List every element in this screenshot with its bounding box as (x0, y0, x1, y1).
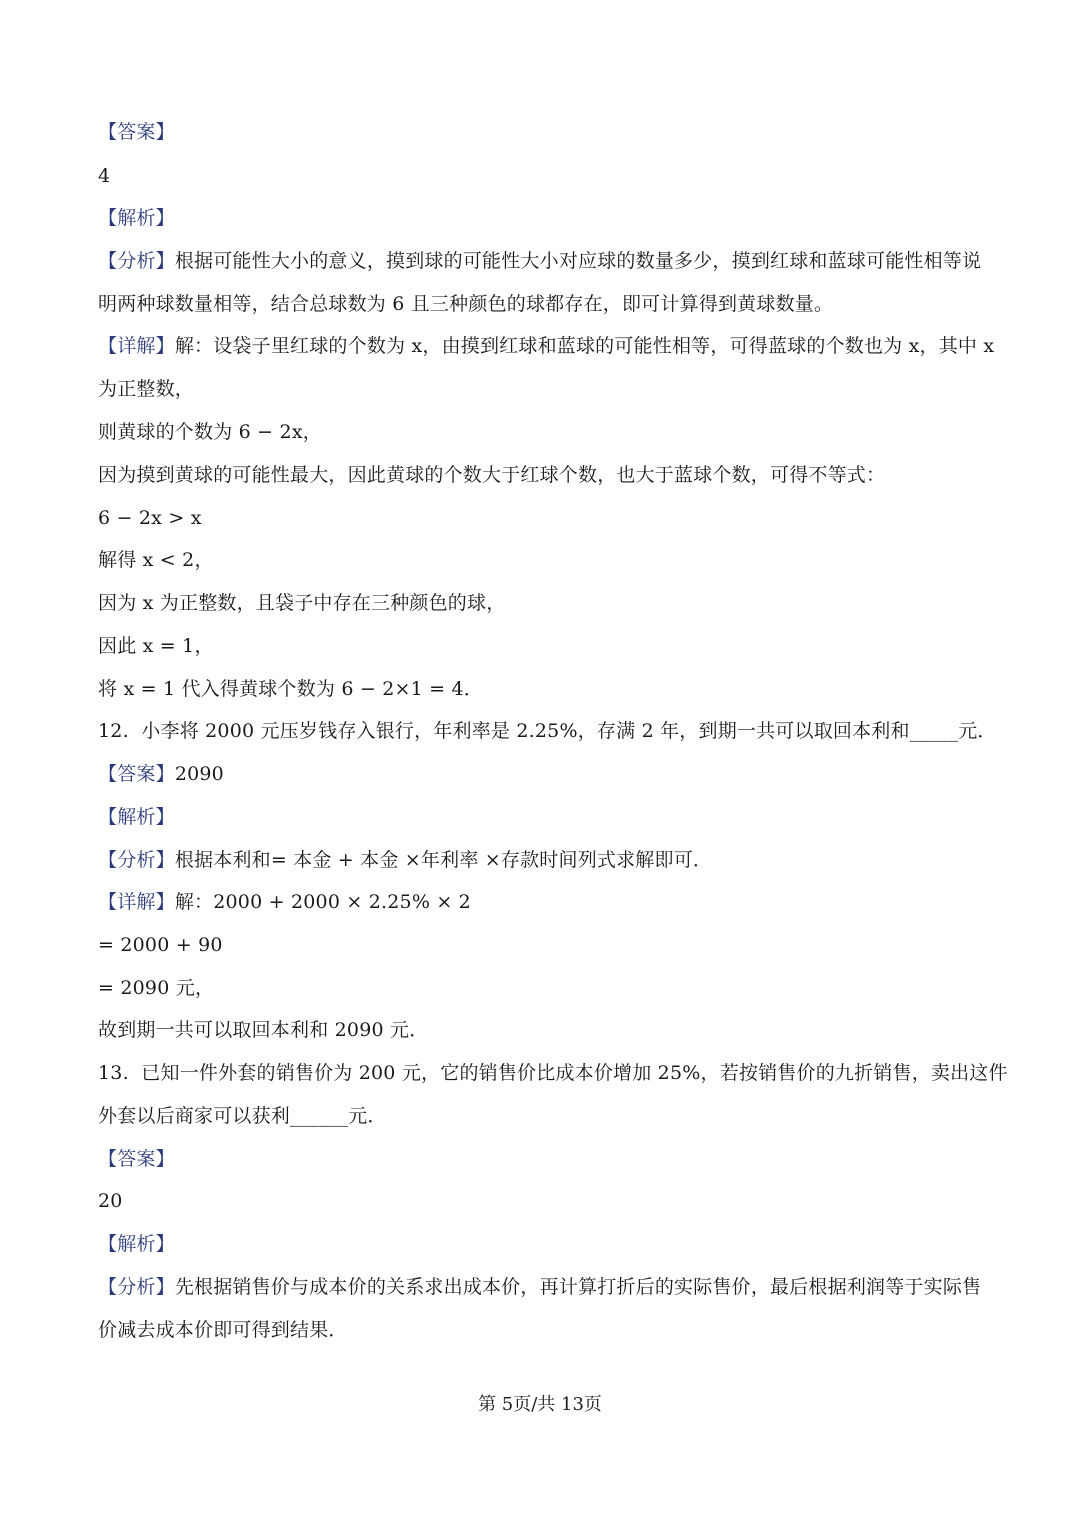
text-line (98, 504, 990, 532)
text-line (98, 375, 990, 403)
line-text: 因为摸到黄球的可能性最大，因此黄球的个数大于红球个数，也大于蓝球个数，可得不等式： (98, 464, 886, 486)
section-tag: 【答案】 (98, 763, 175, 785)
text-line (98, 1273, 990, 1301)
text-line (98, 204, 990, 232)
line-text: 根据本利和= 本金 + 本金 ×年利率 ×存款时间列式求解即可． (174, 849, 713, 871)
section-tag: 【详解】 (98, 335, 175, 357)
line-text: 故到期一共可以取回本利和 2090 元． (98, 1019, 429, 1041)
line-text: 先根据销售价与成本价的关系求出成本价，再计算打折后的实际售价，最后根据利润等于实际售 (174, 1276, 982, 1298)
section-tag: 【解析】 (98, 207, 175, 229)
text-line (98, 418, 990, 446)
text-line (98, 760, 990, 788)
line-text: 因为 x 为正整数，且袋子中存在三种颜色的球， (98, 592, 506, 614)
line-text: 13. 已知一件外套的销售价为 200 元，它的销售价比成本价增加 25%，若按销售价的九折销售，卖出这件 (98, 1062, 1008, 1084)
line-text: 6 − 2x > x (98, 507, 202, 529)
line-text: 解：2000 + 2000 × 2.25% × 2 (174, 891, 471, 913)
text-line (98, 1230, 990, 1258)
text-line (98, 461, 990, 489)
text-line (98, 1187, 990, 1215)
line-text: = 2000 + 90 (98, 934, 223, 956)
text-line (98, 1059, 1008, 1087)
line-text: 为正整数， (98, 378, 195, 400)
line-text: 4 (98, 165, 111, 187)
text-line (98, 632, 990, 660)
line-text: 12. 小李将 2000 元压岁钱存入银行，年利率是 2.25%，存满 2 年，到期一共可以取回本利和_____元． (98, 720, 997, 742)
line-text: 根据可能性大小的意义，摸到球的可能性大小对应球的数量多少，摸到红球和蓝球可能性相等说 (174, 250, 982, 272)
text-line (98, 162, 990, 190)
text-line (98, 1316, 990, 1344)
text-line (98, 888, 990, 916)
section-tag: 【解析】 (98, 1233, 175, 1255)
section-tag: 【答案】 (98, 1148, 175, 1170)
line-text: 将 x = 1 代入得黄球个数为 6 − 2×1 = 4． (98, 678, 483, 700)
line-text: 2090 (174, 763, 224, 785)
section-tag: 【解析】 (98, 806, 175, 828)
text-line (98, 118, 990, 146)
text-line (98, 290, 990, 318)
section-tag: 【分析】 (98, 1276, 175, 1298)
text-line (98, 675, 990, 703)
line-text: 解得 x < 2， (98, 549, 214, 571)
text-line (98, 717, 997, 745)
text-line (98, 332, 995, 360)
text-line (98, 589, 990, 617)
text-line (98, 974, 990, 1002)
section-tag: 【分析】 (98, 250, 175, 272)
text-line (98, 247, 990, 275)
text-line (98, 846, 990, 874)
line-text: 外套以后商家可以获利______元． (98, 1105, 387, 1127)
line-text: 则黄球的个数为 6 − 2x， (98, 421, 322, 443)
text-line (98, 546, 990, 574)
line-text: 明两种球数量相等，结合总球数为 6 且三种颜色的球都存在，即可计算得到黄球数量。 (98, 293, 834, 315)
section-tag: 【答案】 (98, 121, 175, 143)
line-text: 价减去成本价即可得到结果． (98, 1319, 348, 1341)
line-text: = 2090 元， (98, 977, 215, 999)
text-line (98, 803, 990, 831)
text-line (98, 1145, 990, 1173)
text-line (98, 1102, 990, 1130)
text-line (98, 931, 990, 959)
line-text: 20 (98, 1190, 123, 1212)
line-text: 解：设袋子里红球的个数为 x，由摸到红球和蓝球的可能性相等，可得蓝球的个数也为 x，其中 x (174, 335, 995, 357)
line-text: 因此 x = 1， (98, 635, 214, 657)
page-footer: 第 5页/共 13页 (478, 1394, 602, 1415)
section-tag: 【详解】 (98, 891, 175, 913)
section-tag: 【分析】 (98, 849, 175, 871)
text-line (98, 1016, 990, 1044)
